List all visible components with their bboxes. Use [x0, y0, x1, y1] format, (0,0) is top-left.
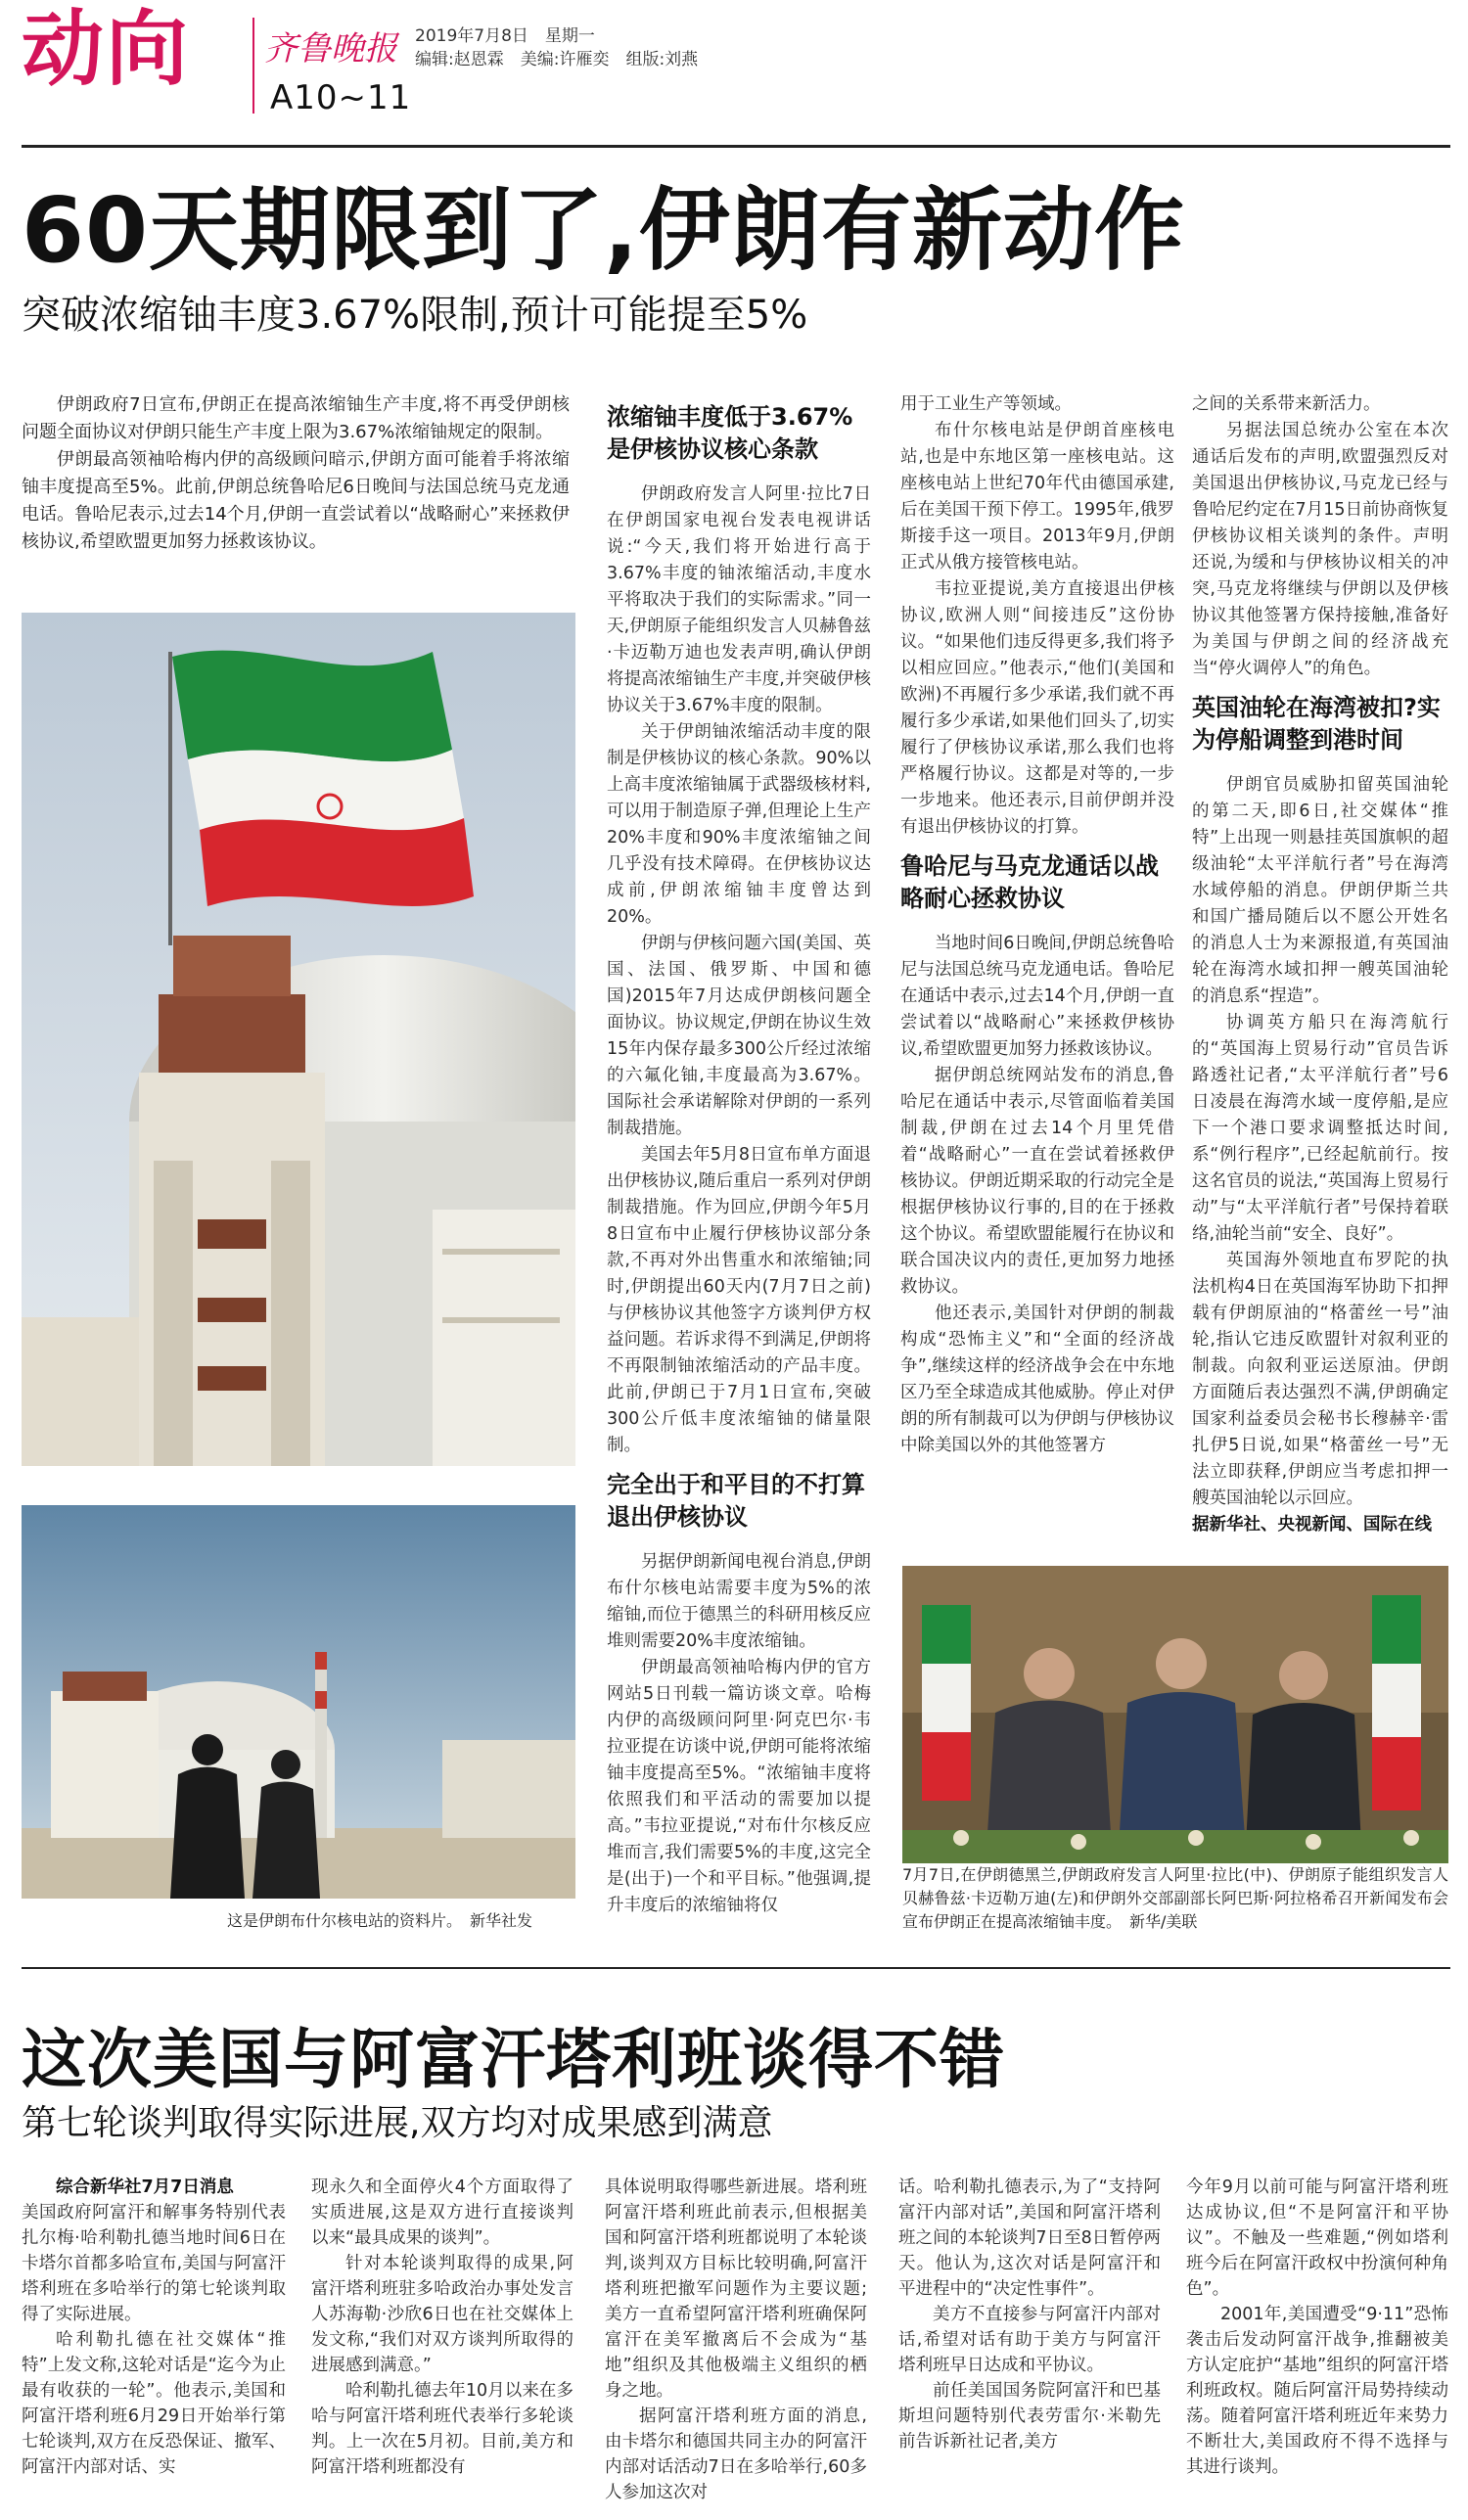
paragraph: 伊朗官员威胁扣留英国油轮的第二天,即6日,社交媒体“推特”上出现一则悬挂英国旗帜的超级油轮“太平洋航行者”号在海湾水域停船的消息。伊朗伊斯兰共和国广播局随后以不愿公开姓名的消息人士为来源报道,有英国油轮在海湾水域扣押一艘英国油轮的消息系“捏造”。	[1192, 775, 1448, 1006]
press-conference-image	[902, 1566, 1448, 1863]
issue-date: 2019年7月8日 星期一	[415, 26, 595, 46]
photo-power-plant	[22, 1505, 575, 1899]
subheading-4: 英国油轮在海湾被扣?实为停船调整到港时间	[1192, 694, 1441, 754]
paragraph: 前任美国国务院阿富汗和巴基斯坦问题特别代表劳雷尔·米勒先前告诉新社记者,美方	[898, 2381, 1161, 2451]
paragraph: 他还表示,美国针对伊朗的制裁构成“恐怖主义”和“全面的经济战争”,继续这样的经济战争会在中东地区乃至全球造成其他威胁。停止对伊朗的所有制裁可以为伊朗与伊核协议中除美国以外的其他签署方	[900, 1304, 1174, 1455]
photo3-caption: 7月7日,在伊朗德黑兰,伊朗政府发言人阿里·拉比(中)、伊朗原子能组织发言人贝赫鲁兹·卡迈勒万迪(左)和伊朗外交部副部长阿巴斯·阿拉格希召开新闻发布会宣布伊朗正在提高浓缩铀丰度。 新华/美联	[902, 1865, 1448, 1931]
paragraph: 今年9月以前可能与阿富汗塔利班达成协议,但“不是阿富汗和平协议”。不触及一些难题,“例如塔利班今后在阿富汗政权中扮演何种角色”。	[1186, 2177, 1448, 2299]
masthead-divider	[252, 18, 254, 114]
paragraph: 针对本轮谈判取得的成果,阿富汗塔利班驻多哈政治办事处发言人苏海勒·沙欣6日也在社交媒体上发文称,“我们对双方谈判所取得的进展感到满意。”	[311, 2254, 573, 2375]
photo2-caption: 这是伊朗布什尔核电站的资料片。 新华社发	[227, 1911, 533, 1930]
main-subhead: 突破浓缩铀丰度3.67%限制,预计可能提至5%	[22, 293, 808, 338]
lead-paragraph: 伊朗政府7日宣布,伊朗正在提高浓缩铀生产丰度,将不再受伊朗核问题全面协议对伊朗只能生产丰度上限为3.67%浓缩铀规定的限制。	[22, 394, 570, 442]
lead-paragraph: 伊朗最高领袖哈梅内伊的高级顾问暗示,伊朗方面可能着手将浓缩铀丰度提高至5%。此前,伊朗总统鲁哈尼6日晚间与法国总统马克龙通电话。鲁哈尼表示,过去14个月,伊朗一直尝试着以“战略耐心”来拯救伊核协议,希望欧盟更加努力拯救该协议。	[22, 449, 570, 552]
paragraph: 英国海外领地直布罗陀的执法机构4日在英国海军协助下扣押载有伊朗原油的“格蕾丝一号”油轮,指认它违反欧盟针对叙利亚的制裁。向叙利亚运送原油。伊朗方面随后表达强烈不满,伊朗确定国家利益委员会秘书长穆赫辛·雷扎伊5日说,如果“格蕾丝一号”无法立即获释,伊朗应当考虑扣押一艘英国油轮以示回应。	[1192, 1251, 1448, 1508]
paragraph: 话。哈利勒扎德表示,为了“支持阿富汗内部对话”,美国和阿富汗塔利班之间的本轮谈判7日至8日暂停两天。他认为,这次对话是阿富汗和平进程中的“决定性事件”。	[898, 2177, 1161, 2299]
power-plant-image	[22, 1505, 575, 1899]
second-subhead: 第七轮谈判取得实际进展,双方均对成果感到满意	[22, 2103, 773, 2143]
paragraph: 另据法国总统办公室在本次通话后发布的声明,欧盟强烈反对美国退出伊核协议,马克龙已经与鲁哈尼约定在7月15日前协商恢复伊核协议相关谈判的条件。声明还说,为缓和与伊核协议相关的冲突,马克龙将继续与伊朗以及伊核协议其他签署方保持接触,准备好为美国与伊朗之间的经济战充当“停火调停人”的角色。	[1192, 421, 1448, 678]
newspaper-logo: 齐鲁晚报	[264, 29, 397, 69]
paragraph: 伊朗最高领袖哈梅内伊的官方网站5日刊载一篇访谈文章。哈梅内伊的高级顾问阿里·阿克巴尔·韦拉亚提在访谈中说,伊朗可能将浓缩铀丰度提高至5%。“浓缩铀丰度将依照我们和平活动的需要加以提高。”韦拉亚提说,“对布什尔核反应堆而言,我们需要5%的丰度,这完全是(出于)一个和平目标。”他强调,提升丰度后的浓缩铀将仅	[607, 1658, 871, 1915]
paragraph: 美国政府阿富汗和解事务特别代表扎尔梅·哈利勒扎德当地时间6日在卡塔尔首都多哈宣布,美国与阿富汗塔利班在多哈举行的第七轮谈判取得了实际进展。	[22, 2203, 286, 2324]
story2-column-1	[22, 2175, 286, 2517]
paragraph: 伊朗与伊核问题六国(美国、英国、法国、俄罗斯、中国和德国)2015年7月达成伊朗核问题全面协议。协议规定,伊朗在协议生效15年内保存最多300公斤经过浓缩的六氟化铀,丰度最高为3.67%。国际社会承诺解除对伊朗的一系列制裁措施。	[607, 934, 871, 1138]
paragraph: 2001年,美国遭受“9·11”恐怖袭击后发动阿富汗战争,推翻被美方认定庇护“基地”组织的阿富汗塔利班政权。随后阿富汗局势持续动荡。随着阿富汗塔利班近年来势力不断壮大,美国政府不得不选择与其进行谈判。	[1186, 2305, 1448, 2477]
paragraph: 之间的关系带来新活力。	[1192, 394, 1381, 414]
article-column-3	[1192, 391, 1448, 1556]
story2-column-5	[1186, 2175, 1448, 2517]
paragraph: 用于工业生产等领域。	[900, 394, 1072, 414]
paragraph: 协调英方船只在海湾航行的“英国海上贸易行动”官员告诉路透社记者,“太平洋航行者”号6日凌晨在海湾水域一度停船,是应下一个港口要求调整抵达时间,系“例行程序”,已经起航前行。按这名官员的说法,“英国海上贸易行动”与“太平洋航行者”号保持着联络,油轮当前“安全、良好”。	[1192, 1013, 1448, 1244]
paragraph: 当地时间6日晚间,伊朗总统鲁哈尼与法国总统马克龙通电话。鲁哈尼在通话中表示,过去14个月,伊朗一直尝试着以“战略耐心”来拯救伊核协议,希望欧盟更加努力拯救该协议。	[900, 934, 1174, 1059]
paragraph: 美方不直接参与阿富汗内部对话,希望对话有助于美方与阿富汗塔利班早日达成和平协议。	[898, 2305, 1161, 2375]
story-lead	[22, 391, 570, 556]
paragraph: 韦拉亚提说,美方直接退出伊核协议,欧洲人则“间接违反”这份协议。“如果他们违反得更多,我们将予以相应回应。”他表示,“他们(美国和欧洲)不再履行多少承诺,我们就不再履行多少承诺,如果他们回头了,切实履行了伊核协议承诺,那么我们也将严格履行协议。这都是对等的,一步一步地来。他还表示,目前伊朗并没有退出伊核协议的打算。	[900, 579, 1174, 837]
paragraph: 关于伊朗铀浓缩活动丰度的限制是伊核协议的核心条款。90%以上高丰度浓缩铀属于武器级核材料,可以用于制造原子弹,但理论上生产20%丰度和90%丰度浓缩铀之间几乎没有技术障碍。在伊核协议达成前,伊朗浓缩铀丰度曾达到20%。	[607, 722, 871, 927]
second-headline: 这次美国与阿富汗塔利班谈得不错	[22, 2022, 1005, 2097]
paragraph: 据伊朗总统网站发布的消息,鲁哈尼在通话中表示,尽管面临着美国制裁,伊朗在过去14个月里凭借着“战略耐心”一直在尝试着拯救伊核协议。伊朗近期采取的行动完全是根据伊核协议行事的,目的在于拯救这个协议。希望欧盟能履行在协议和联合国决议内的责任,更加努力地拯救协议。	[900, 1066, 1174, 1297]
article-column-2	[900, 391, 1174, 1556]
story2-column-3	[605, 2175, 867, 2517]
paragraph: 哈利勒扎德去年10月以来在多哈与阿富汗塔利班代表举行多轮谈判。上一次在5月初。目前,美方和阿富汗塔利班都没有	[311, 2381, 573, 2477]
paragraph: 哈利勒扎德在社交媒体“推特”上发文称,这轮对话是“迄今为止最有收获的一轮”。他表示,美国和阿富汗塔利班6月29日开始举行第七轮谈判,双方在反恐保证、撤军、阿富汗内部对话、实	[22, 2330, 286, 2477]
photo-press-conference	[902, 1566, 1448, 1863]
paragraph: 另据伊朗新闻电视台消息,伊朗布什尔核电站需要丰度为5%的浓缩铀,而位于德黑兰的科研用核反应堆则需要20%丰度浓缩铀。	[607, 1552, 871, 1651]
article-column-1	[607, 391, 871, 1957]
section-title: 动向	[22, 1, 191, 97]
story2-source: 综合新华社7月7日消息	[56, 2177, 234, 2197]
photo-flag-reactor	[22, 613, 575, 1466]
editors-credit: 编辑:赵恩霖 美编:许雁奕 组版:刘燕	[415, 50, 699, 69]
paragraph: 伊朗政府发言人阿里·拉比7日在伊朗国家电视台发表电视讲话说:“今天,我们将开始进行高于3.67%丰度的铀浓缩活动,丰度水平将取决于我们的实际需求。”同一天,伊朗原子能组织发言人贝赫鲁兹·卡迈勒万迪也发表声明,确认伊朗将提高浓缩铀生产丰度,并突破伊核协议关于3.67%丰度的限制。	[607, 484, 871, 715]
news-source: 据新华社、央视新闻、国际在线	[1192, 1515, 1432, 1535]
paragraph: 现永久和全面停火4个方面取得了实质进展,这是双方进行直接谈判以来“最具成果的谈判”。	[311, 2177, 573, 2248]
subheading-1: 浓缩铀丰度低于3.67%是伊核协议核心条款	[607, 403, 853, 463]
page-numbers: A10~11	[270, 78, 412, 117]
story2-column-2	[311, 2175, 573, 2517]
paragraph: 据阿富汗塔利班方面的消息,由卡塔尔和德国共同主办的阿富汗内部对话活动7日在多哈举行,60多人参加这次对	[605, 2406, 867, 2502]
paragraph: 美国去年5月8日宣布单方面退出伊核协议,随后重启一系列对伊朗制裁措施。作为回应,伊朗今年5月8日宣布中止履行伊核协议部分条款,不再对外出售重水和浓缩铀;同时,伊朗提出60天内(7月7日之前)与伊核协议其他签字方谈判伊方权益问题。若诉求得不到满足,伊朗将不再限制铀浓缩活动的产品丰度。此前,伊朗已于7月1日宣布,突破300公斤低丰度浓缩铀的储量限制。	[607, 1145, 871, 1455]
story2-column-4	[898, 2175, 1161, 2517]
paragraph: 具体说明取得哪些新进展。塔利班阿富汗塔利班此前表示,但根据美国和阿富汗塔利班都说明了本轮谈判,谈判双方目标比较明确,阿富汗塔利班把撤军问题作为主要议题;美方一直希望阿富汗塔利班确保阿富汗在美军撤离后不会成为“基地”组织及其他极端主义组织的栖身之地。	[605, 2177, 867, 2401]
masthead-rule	[22, 145, 1450, 148]
subheading-3: 鲁哈尼与马克龙通话以战略耐心拯救协议	[900, 852, 1159, 912]
story-divider	[22, 1967, 1450, 1969]
main-headline: 60天期限到了,伊朗有新动作	[22, 178, 1185, 283]
reactor-flag-image	[22, 613, 575, 1466]
subheading-2: 完全出于和平目的不打算退出伊核协议	[607, 1471, 865, 1531]
paragraph: 布什尔核电站是伊朗首座核电站,也是中东地区第一座核电站。这座核电站上世纪70年代由德国承建,后在美国干预下停工。1995年,俄罗斯接手这一项目。2013年9月,伊朗正式从俄方接管核电站。	[900, 421, 1174, 573]
